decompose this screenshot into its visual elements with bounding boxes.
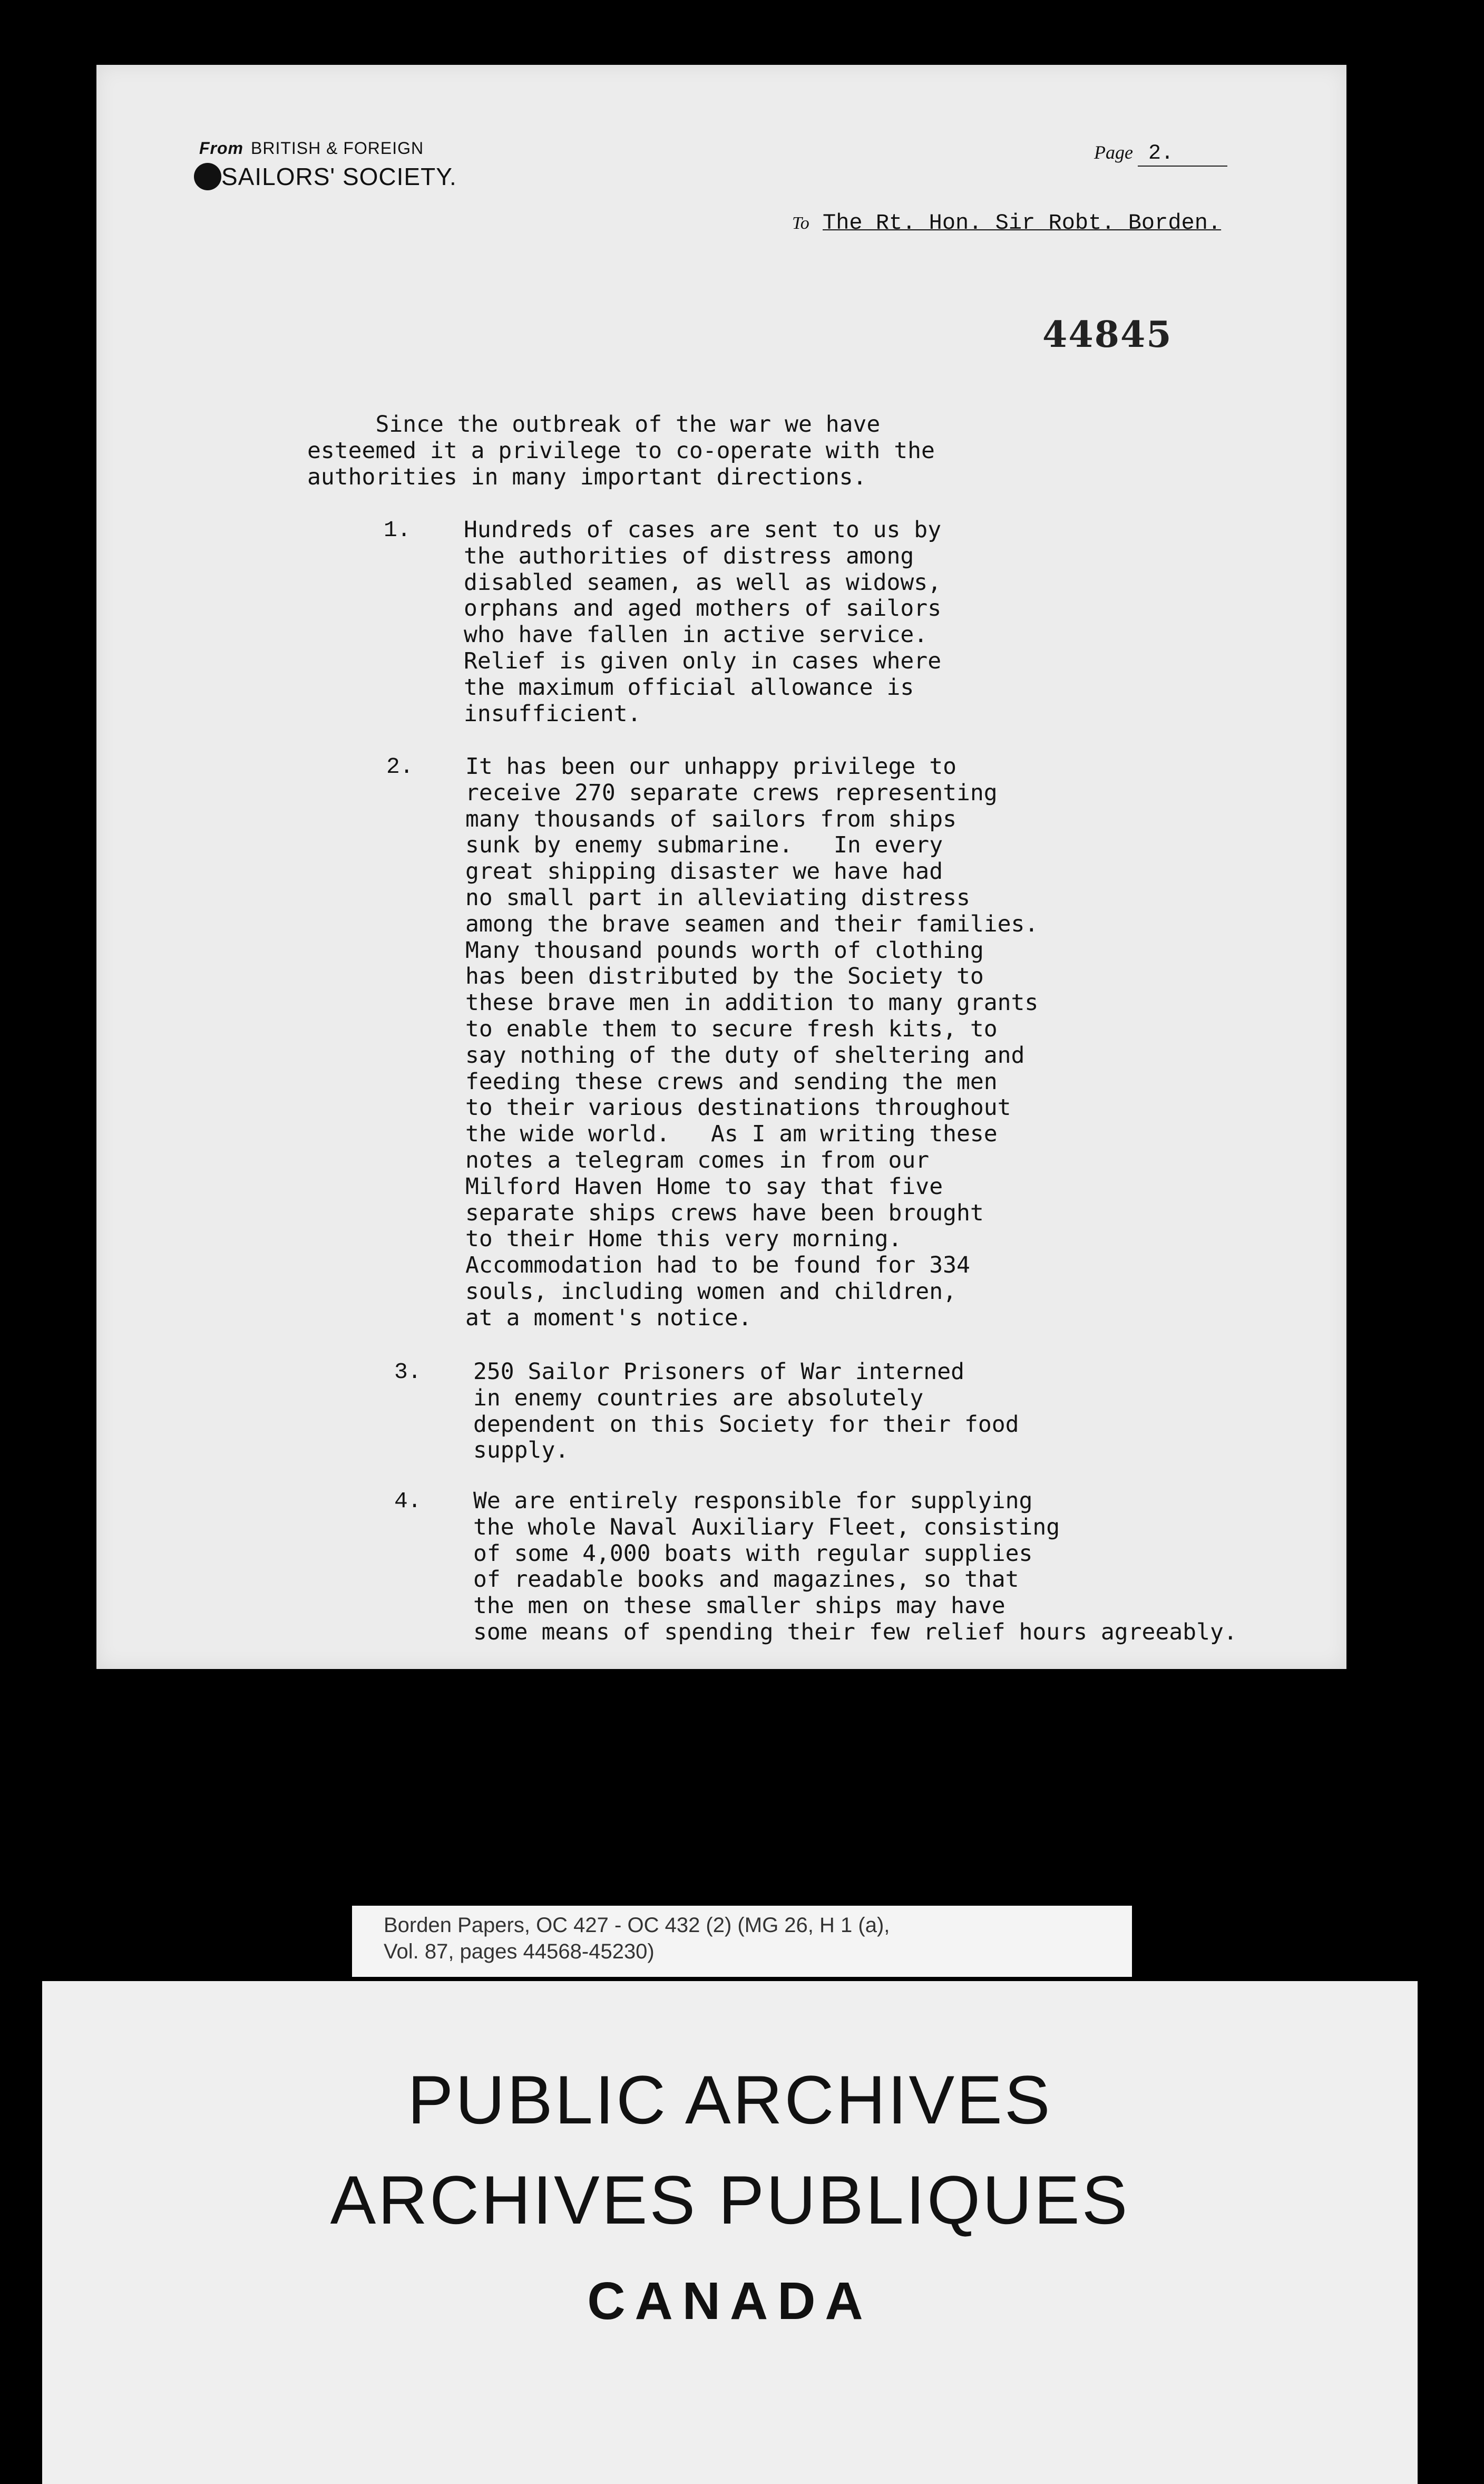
letterhead-line-2 [199,162,457,191]
item-text: It has been our unhappy privilege to receive 270 separate crews representing many thousands of sailors from ships sunk by enemy submarine. In every great shipping disaster we have had no small part in alleviating distress among the brave seamen and their families. Many thousand pounds worth of clothing has been distributed by the Society to these brave men in addition to many grants to enable them to secure fresh kits, to say nothing of the duty of sheltering and feeding these crews and sending the men to their various destinations throughout the wide world. As I am writing these notes a telegram comes in from our Milford Haven Home to say that five separate ships crews have been brought to their Home this very morning. Accommodation had to be found for 334 souls, including women and children, at a moment's notice. [465,753,1039,1331]
letterhead [199,139,457,191]
recipient-name: The Rt. Hon. Sir Robt. Borden. [823,210,1222,236]
intro-paragraph: Since the outbreak of the war we have esteemed it a privilege to co-operate with the authorities in many important directions. [307,411,935,490]
page-indicator [1094,141,1227,167]
letterhead-line-1 [199,139,457,158]
letter-page [96,65,1346,1669]
letterhead-from-label: From [199,139,243,158]
archive-title-line-2: ARCHIVES PUBLIQUES [330,2161,1130,2238]
item-number: 3. [394,1359,422,1385]
item-text: We are entirely responsible for supplying the whole Naval Auxiliary Fleet, consisting of some 4,000 boats with regular supplies of readable books and magazines, so that the men on these smaller ships may have some means of spending their few relief hours agreeably. [473,1488,1237,1645]
item-number: 1. [384,517,411,543]
archive-reference-line-2: Vol. 87, pages 44568-45230) [384,1940,655,1963]
reference-number: 44845 [1042,314,1173,356]
archive-title-line-3: CANADA [587,2272,873,2331]
item-text: 250 Sailor Prisoners of War interned in enemy countries are absolutely dependent on this Society for their food supply. [473,1359,1019,1464]
to-label: To [792,214,809,233]
page-number: 2. [1138,142,1227,167]
letterhead-bullet-icon [194,163,221,190]
item-number: 2. [386,754,414,780]
archive-title-block [42,1981,1418,2484]
item-number: 4. [394,1488,422,1514]
recipient-line [792,210,1221,236]
archive-reference-label [352,1906,1132,1977]
letterhead-org-line-2: SAILORS' SOCIETY. [221,163,457,190]
page-label: Page [1094,142,1133,163]
archive-title-line-1: PUBLIC ARCHIVES [407,2061,1052,2138]
item-text: Hundreds of cases are sent to us by the authorities of distress among disabled seamen, as well as widows, orphans and aged mothers of sailors who have fallen in active service. Relief is given only in cases where the maximum official allowance is insufficient. [464,517,942,727]
archive-reference-line-1: Borden Papers, OC 427 - OC 432 (2) (MG 26, H 1 (a), [384,1914,890,1937]
letterhead-org-line-1: BRITISH & FOREIGN [251,139,424,158]
